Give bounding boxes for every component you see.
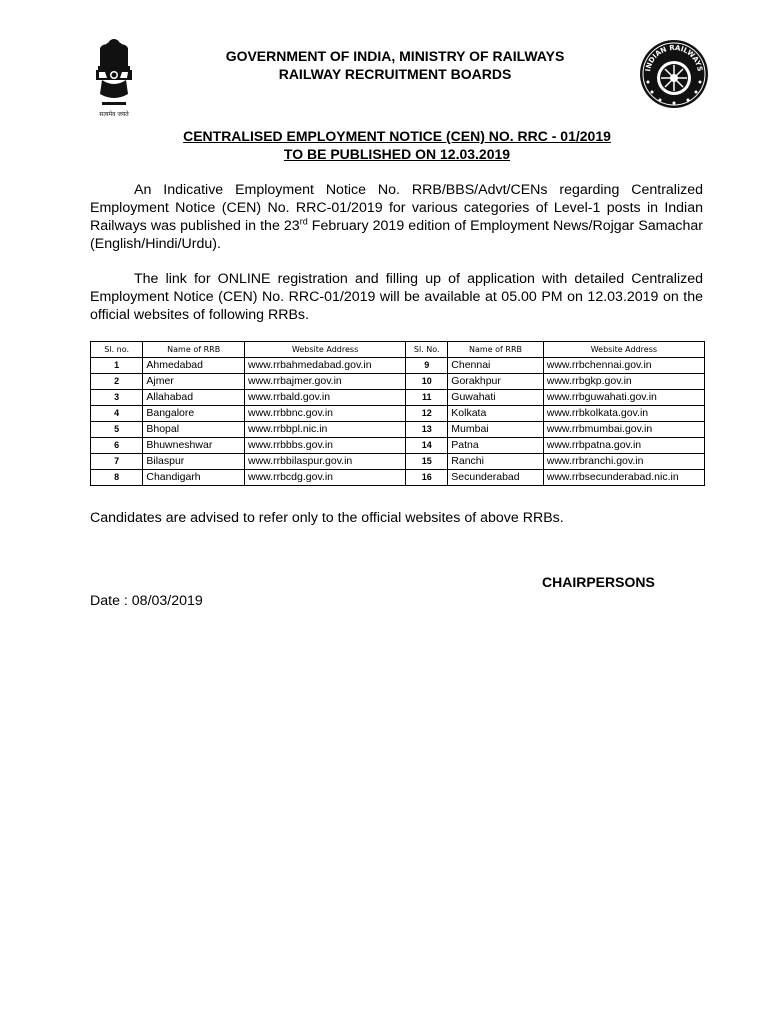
cell-rrb-name: Mumbai <box>448 422 543 438</box>
cell-sl-no: 13 <box>406 422 448 438</box>
cell-rrb-name: Gorakhpur <box>448 374 543 390</box>
cell-rrb-name: Chennai <box>448 358 543 374</box>
cell-sl-no: 14 <box>406 438 448 454</box>
cell-website: www.rrbkolkata.gov.in <box>543 406 704 422</box>
cell-website: www.rrbbpl.nic.in <box>245 422 406 438</box>
cell-rrb-name: Ahmedabad <box>143 358 245 374</box>
cell-sl-no: 6 <box>91 438 143 454</box>
cell-website: www.rrbgkp.gov.in <box>543 374 704 390</box>
table-row <box>91 438 705 454</box>
header-ministry: GOVERNMENT OF INDIA, MINISTRY OF RAILWAYS <box>225 48 565 64</box>
cell-sl-no: 5 <box>91 422 143 438</box>
col-header-sl-no: Sl. no. <box>91 342 143 358</box>
cell-rrb-name: Bilaspur <box>143 454 245 470</box>
cell-rrb-name: Guwahati <box>448 390 543 406</box>
cell-website: www.rrbranchi.gov.in <box>543 454 704 470</box>
cell-rrb-name: Ranchi <box>448 454 543 470</box>
cell-rrb-name: Patna <box>448 438 543 454</box>
cell-sl-no: 12 <box>406 406 448 422</box>
railways-logo-text: INDIAN RAILWAYS <box>644 43 704 73</box>
notice-publish-date: TO BE PUBLISHED ON 12.03.2019 <box>283 146 511 162</box>
cell-website: www.rrbchennai.gov.in <box>543 358 704 374</box>
cell-sl-no: 2 <box>91 374 143 390</box>
table-row <box>91 374 705 390</box>
table-row <box>91 358 705 374</box>
cell-website: www.rrbajmer.gov.in <box>245 374 406 390</box>
col-header-sl-no-2: Sl. No. <box>406 342 448 358</box>
cell-website: www.rrbcdg.gov.in <box>245 470 406 486</box>
cell-sl-no: 7 <box>91 454 143 470</box>
cell-website: www.rrbbilaspur.gov.in <box>245 454 406 470</box>
cell-website: www.rrbpatna.gov.in <box>543 438 704 454</box>
col-header-website: Website Address <box>245 342 406 358</box>
cell-sl-no: 8 <box>91 470 143 486</box>
signatory: CHAIRPERSONS <box>542 574 655 590</box>
table-row <box>91 406 705 422</box>
cell-rrb-name: Allahabad <box>143 390 245 406</box>
indian-railways-logo-icon <box>638 38 710 110</box>
table-row <box>91 470 705 486</box>
col-header-website-2: Website Address <box>543 342 704 358</box>
para1-text: An Indicative Employment Notice No. RRB/BBS/Advt/CENs regarding Centralized Employment Notice (CEN) No. RRC-01/2019 for various categories of Level-1 posts in Indian Railways was published in the 23 <box>90 182 703 234</box>
paragraph-online-registration: The link for ONLINE registration and filling up of application with detailed Centralized Employment Notice (CEN) No. RRC-01/2019 will be available at 05.00 PM on 12.03.2019 on the official websites of following RRBs. <box>90 271 703 323</box>
cell-sl-no: 10 <box>406 374 448 390</box>
table-header-row <box>91 342 705 358</box>
paragraph-indicative-notice <box>90 181 703 253</box>
cell-rrb-name: Kolkata <box>448 406 543 422</box>
notice-date: Date : 08/03/2019 <box>90 593 203 609</box>
cell-website: www.rrbmumbai.gov.in <box>543 422 704 438</box>
para1-text-end: February 2019 edition of Employment News/Rojgar Samachar (English/Hindi/Urdu). <box>90 218 703 252</box>
cell-sl-no: 4 <box>91 406 143 422</box>
cell-website: www.rrbald.gov.in <box>245 390 406 406</box>
cell-website: www.rrbahmedabad.gov.in <box>245 358 406 374</box>
cell-sl-no: 15 <box>406 454 448 470</box>
cell-rrb-name: Bhopal <box>143 422 245 438</box>
notice-title: CENTRALISED EMPLOYMENT NOTICE (CEN) NO. RRC - 01/2019 <box>183 128 611 144</box>
national-emblem-icon <box>86 36 142 120</box>
cell-rrb-name: Secunderabad <box>448 470 543 486</box>
cell-sl-no: 1 <box>91 358 143 374</box>
col-header-rrb-name: Name of RRB <box>143 342 245 358</box>
col-header-rrb-name-2: Name of RRB <box>448 342 543 358</box>
cell-sl-no: 9 <box>406 358 448 374</box>
cell-rrb-name: Chandigarh <box>143 470 245 486</box>
advice-text: Candidates are advised to refer only to the official websites of above RRBs. <box>90 510 564 526</box>
header-boards: RAILWAY RECRUITMENT BOARDS <box>278 66 512 82</box>
cell-website: www.rrbsecunderabad.nic.in <box>543 470 704 486</box>
table-row <box>91 454 705 470</box>
cell-sl-no: 3 <box>91 390 143 406</box>
svg-text:सत्यमेव जयते: सत्यमेव जयते <box>99 111 129 118</box>
cell-rrb-name: Ajmer <box>143 374 245 390</box>
rrb-websites-table <box>90 341 705 486</box>
cell-rrb-name: Bangalore <box>143 406 245 422</box>
para1-superscript: rd <box>299 216 308 227</box>
table-row <box>91 390 705 406</box>
cell-website: www.rrbbbs.gov.in <box>245 438 406 454</box>
cell-sl-no: 16 <box>406 470 448 486</box>
table-row <box>91 422 705 438</box>
cell-website: www.rrbguwahati.gov.in <box>543 390 704 406</box>
cell-website: www.rrbbnc.gov.in <box>245 406 406 422</box>
cell-sl-no: 11 <box>406 390 448 406</box>
cell-rrb-name: Bhuwneshwar <box>143 438 245 454</box>
